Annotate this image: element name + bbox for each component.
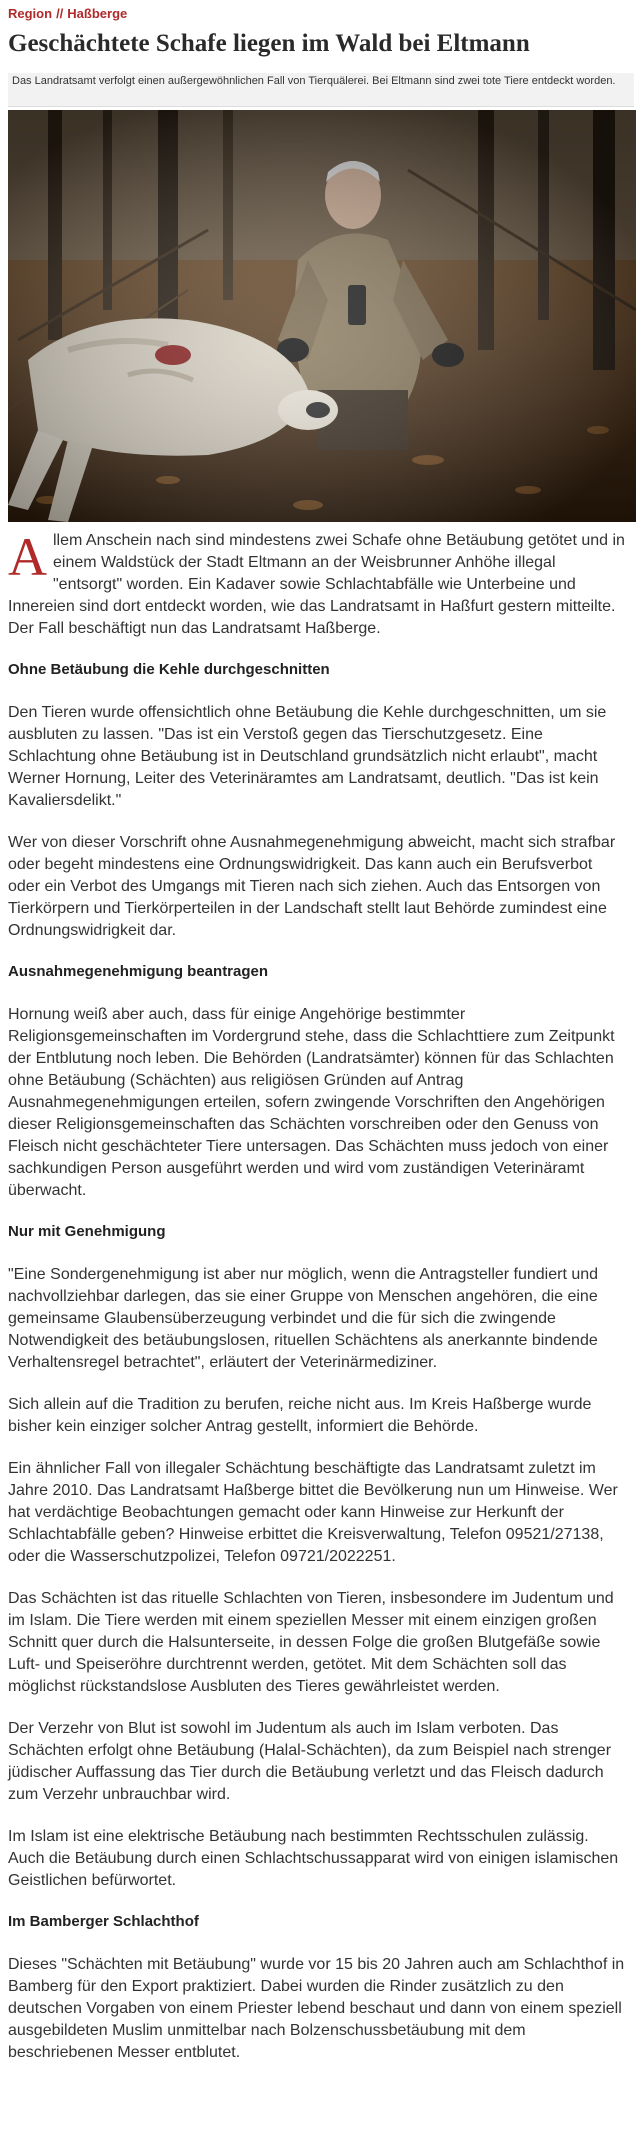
article-photo: [8, 110, 636, 522]
paragraph-4: "Eine Sondergenehmigung ist aber nur möglich, wenn die Antragsteller fundiert und nachvollziehbar darlegen, das sie einer Gruppe von Menschen angehören, die eine gemeinsame Glaubensüberzeugung verbindet und die für sich die zwingende Notwendigkeit des betäubungslosen, rituellen Schächtens als anerkannte bindende Verhaltensregel betrachtet", erläutert der Veterinärmediziner.: [8, 1266, 599, 1371]
paragraph-8: Der Verzehr von Blut ist sowohl im Judentum als auch im Islam verboten. Das Schächten erfolgt ohne Betäubung (Halal-Schächten), da zum Beispiel nach strenger jüdischer Auffassung das Tier durch die Betäubung verletzt und das Fleisch dadurch zum Verzehr unbrauchbar wird.: [8, 1720, 612, 1803]
paragraph-6: Ein ähnlicher Fall von illegaler Schächtung beschäftigte das Landratsamt zuletzt im Jahre 2010. Das Landratsamt Haßberge bittet die Bevölkerung nun um Hinweise. Wer hat verdächtige Beobachtungen gemacht oder kann Hinweise zur Herkunft der Schlachtabfälle geben? Hinweise erbittet die Kreisverwaltung, Telefon 09521/27138, oder die Wasserschutzpolizei, Telefon 09721/2022251.: [8, 1460, 618, 1565]
paragraph-9: Im Islam ist eine elektrische Betäubung nach bestimmten Rechtsschulen zulässig. Auch die Betäubung durch einen Schlachtschussapparat wird von einigen islamischen Geistlichen befürwortet.: [8, 1828, 619, 1889]
subheading-3: Nur mit Genehmigung: [8, 1223, 166, 1240]
breadcrumb: [8, 0, 640, 23]
intro-text: llem Anschein nach sind mindestens zwei Schafe ohne Betäubung getötet und in einem Waldstück der Stadt Eltmann an der Weisbrunner Anhöhe illegal "entsorgt" worden. Ein Kadaver sowie Schlachtabfälle wie Unterbeine und Innereien sind dort entdeckt worden, wie das Landratsamt in Haßfurt gestern mitteilte. Der Fall beschäftigt nun das Landratsamt Haßberge.: [8, 532, 625, 637]
breadcrumb-separator: //: [56, 6, 64, 21]
drop-cap: A: [8, 527, 47, 587]
paragraph-5: Sich allein auf die Tradition zu berufen, reiche nicht aus. Im Kreis Haßberge wurde bisher kein einziger solcher Antrag gestellt, informiert die Behörde.: [8, 1396, 592, 1435]
subheading-1: Ohne Betäubung die Kehle durchgeschnitten: [8, 661, 330, 678]
subheading-4: Im Bamberger Schlachthof: [8, 1913, 199, 1930]
breadcrumb-location-link[interactable]: Haßberge: [67, 6, 128, 21]
forest-scene-image: [8, 110, 636, 522]
paragraph-7: Das Schächten ist das rituelle Schlachten von Tieren, insbesondere im Judentum und im Islam. Die Tiere werden mit einem speziellen Messer mit einem einzigen großen Schnitt quer durch die Halsunterseite, in dessen Folge die großen Blutgefäße sowie Luft- und Speiseröhre durchtrennt werden, getötet. Mit dem Schächten soll das möglichst rückstandslose Ausbluten des Tieres gewährleistet werden.: [8, 1590, 614, 1695]
paragraph-10: Dieses "Schächten mit Betäubung" wurde vor 15 bis 20 Jahren auch am Schlachthof in Bamberg für den Export praktiziert. Dabei wurden die Rinder zusätzlich zu den deutschen Vorgaben von einem Priester lebend beschaut und dann von einem speziell ausgebildeten Muslim unmittelbar nach Bolzenschussbetäubung mit dem beschriebenen Messer entblutet.: [8, 1956, 625, 2061]
subheading-2: Ausnahmegenehmigung beantragen: [8, 963, 269, 980]
article-lead: Das Landratsamt verfolgt einen außergewöhnlichen Fall von Tierquälerei. Bei Eltmann sind zwei tote Tiere entdeckt worden.: [8, 73, 634, 107]
breadcrumb-region-link[interactable]: Region: [8, 6, 53, 21]
paragraph-1: Den Tieren wurde offensichtlich ohne Betäubung die Kehle durchgeschnitten, um sie ausbluten zu lassen. "Das ist ein Verstoß gegen das Tierschutzgesetz. Eine Schlachtung ohne Betäubung ist in Deutschland grundsätzlich nicht erlaubt", macht Werner Hornung, Leiter des Veterinäramtes am Landratsamt, deutlich. "Das ist kein Kavaliersdelikt.": [8, 704, 607, 809]
article-title: Geschächtete Schafe liegen im Wald bei Eltmann: [8, 30, 530, 57]
paragraph-2: Wer von dieser Vorschrift ohne Ausnahmegenehmigung abweicht, macht sich strafbar oder begeht mindestens eine Ordnungswidrigkeit. Das kann auch ein Berufsverbot oder ein Verbot des Umgangs mit Tieren nach sich ziehen. Auch das Entsorgen von Tierkörpern und Tierkörperteilen in der Landschaft stellt laut Behörde zumindest eine Ordnungswidrigkeit dar.: [8, 834, 616, 939]
paragraph-3: Hornung weiß aber auch, dass für einige Angehörige bestimmter Religionsgemeinschaften im Vordergrund stehe, dass die Schlachttiere zum Zeitpunkt der Entblutung noch leben. Die Behörden (Landratsämter) können für das Schlachten ohne Betäubung (Schächten) aus religiösen Gründen auf Antrag Ausnahmegenehmigungen erteilen, sofern zwingende Vorschriften den Angehörigen dieser Religionsgemeinschaften das Schächten vorschreiben oder den Genuss von Fleisch nicht geschächteter Tiere untersagen. Das Schächten muss jedoch von einer sachkundigen Person ausgeführt werden und wird vom zuständigen Veterinäramt überwacht.: [8, 1006, 615, 1199]
article-intro: [8, 527, 626, 640]
article-body: [8, 527, 626, 2064]
